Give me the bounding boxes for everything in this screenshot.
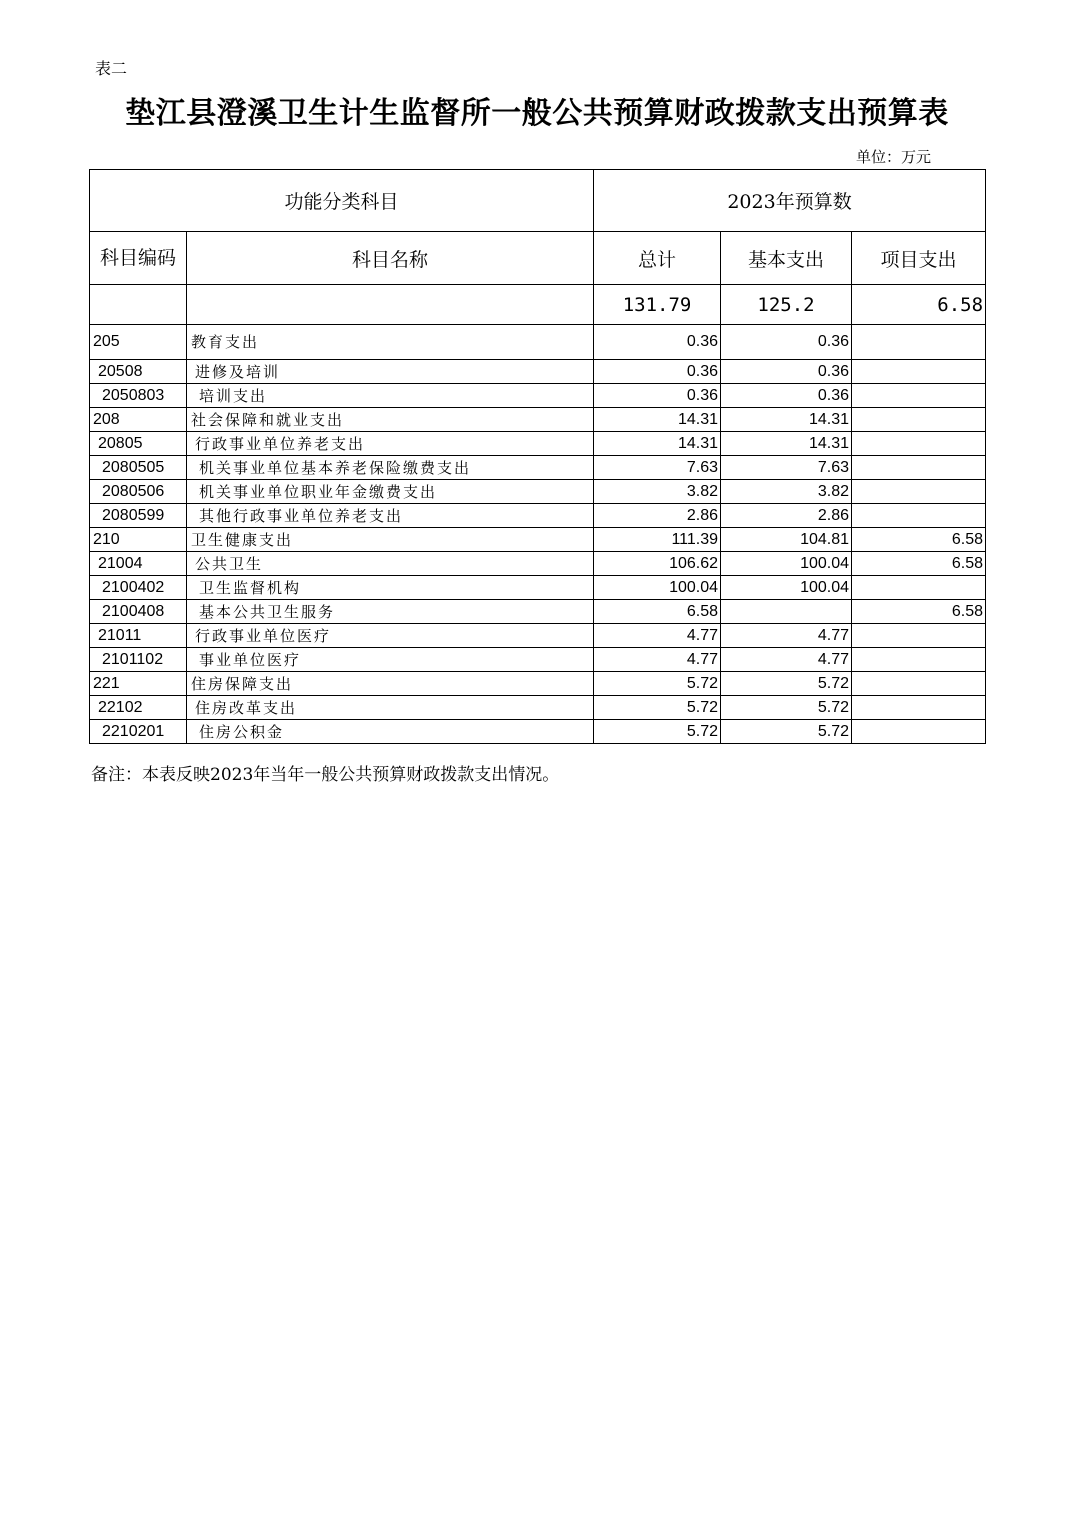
totals-project: 6.58 xyxy=(852,285,986,325)
table-row xyxy=(90,408,986,432)
row-code: 21011 xyxy=(90,624,187,648)
table-row xyxy=(90,624,986,648)
row-total: 14.31 xyxy=(594,432,721,456)
row-basic: 3.82 xyxy=(721,480,852,504)
row-code: 2080599 xyxy=(90,504,187,528)
row-project xyxy=(852,360,986,384)
row-project xyxy=(852,432,986,456)
row-project: 6.58 xyxy=(852,552,986,576)
row-basic: 100.04 xyxy=(721,576,852,600)
row-name: 其他行政事业单位养老支出 xyxy=(187,504,594,528)
totals-code-cell xyxy=(90,285,187,325)
row-total: 106.62 xyxy=(594,552,721,576)
row-basic: 104.81 xyxy=(721,528,852,552)
row-basic: 14.31 xyxy=(721,432,852,456)
row-project xyxy=(852,624,986,648)
row-project xyxy=(852,408,986,432)
row-code: 221 xyxy=(90,672,187,696)
row-name: 进修及培训 xyxy=(187,360,594,384)
row-name: 培训支出 xyxy=(187,384,594,408)
row-total: 0.36 xyxy=(594,384,721,408)
header-func-class: 功能分类科目 xyxy=(90,170,594,232)
row-basic xyxy=(721,600,852,624)
row-basic: 5.72 xyxy=(721,696,852,720)
table-row xyxy=(90,696,986,720)
row-code: 208 xyxy=(90,408,187,432)
row-basic: 0.36 xyxy=(721,384,852,408)
row-total: 0.36 xyxy=(594,360,721,384)
table-row xyxy=(90,325,986,360)
row-project xyxy=(852,696,986,720)
table-row xyxy=(90,456,986,480)
header-row-1 xyxy=(90,170,986,232)
row-basic: 5.72 xyxy=(721,672,852,696)
row-total: 5.72 xyxy=(594,672,721,696)
table-row xyxy=(90,648,986,672)
row-code: 2080505 xyxy=(90,456,187,480)
unit-label: 单位：万元 xyxy=(856,148,932,166)
row-name: 卫生监督机构 xyxy=(187,576,594,600)
doc-label: 表二 xyxy=(95,59,128,78)
row-code: 205 xyxy=(90,325,187,360)
row-basic: 100.04 xyxy=(721,552,852,576)
table-row xyxy=(90,600,986,624)
row-name: 行政事业单位养老支出 xyxy=(187,432,594,456)
row-total: 3.82 xyxy=(594,480,721,504)
table-row xyxy=(90,384,986,408)
row-name: 事业单位医疗 xyxy=(187,648,594,672)
row-project xyxy=(852,648,986,672)
row-basic: 14.31 xyxy=(721,408,852,432)
row-basic: 4.77 xyxy=(721,624,852,648)
row-name: 公共卫生 xyxy=(187,552,594,576)
totals-name-cell xyxy=(187,285,594,325)
row-project xyxy=(852,504,986,528)
table-row xyxy=(90,528,986,552)
row-basic: 7.63 xyxy=(721,456,852,480)
row-code: 21004 xyxy=(90,552,187,576)
row-basic: 5.72 xyxy=(721,720,852,744)
header-total: 总计 xyxy=(594,232,721,285)
table-row xyxy=(90,360,986,384)
row-name: 基本公共卫生服务 xyxy=(187,600,594,624)
header-code: 科目编码 xyxy=(90,232,187,285)
row-name: 住房保障支出 xyxy=(187,672,594,696)
row-project xyxy=(852,480,986,504)
header-row-2 xyxy=(90,232,986,285)
row-code: 2210201 xyxy=(90,720,187,744)
row-name: 行政事业单位医疗 xyxy=(187,624,594,648)
row-code: 2100408 xyxy=(90,600,187,624)
row-project xyxy=(852,384,986,408)
row-name: 卫生健康支出 xyxy=(187,528,594,552)
row-total: 2.86 xyxy=(594,504,721,528)
row-code: 2100402 xyxy=(90,576,187,600)
table-row xyxy=(90,576,986,600)
row-project xyxy=(852,576,986,600)
header-name: 科目名称 xyxy=(187,232,594,285)
row-name: 机关事业单位基本养老保险缴费支出 xyxy=(187,456,594,480)
row-basic: 4.77 xyxy=(721,648,852,672)
row-total: 5.72 xyxy=(594,696,721,720)
row-code: 22102 xyxy=(90,696,187,720)
header-budget-year: 2023年预算数 xyxy=(594,170,986,232)
row-code: 2101102 xyxy=(90,648,187,672)
table-row xyxy=(90,480,986,504)
row-project xyxy=(852,720,986,744)
row-total: 111.39 xyxy=(594,528,721,552)
header-project: 项目支出 xyxy=(852,232,986,285)
row-total: 14.31 xyxy=(594,408,721,432)
footnote: 备注：本表反映2023年当年一般公共预算财政拨款支出情况。 xyxy=(91,765,560,785)
row-name: 教育支出 xyxy=(187,325,594,360)
table-row xyxy=(90,720,986,744)
row-name: 住房公积金 xyxy=(187,720,594,744)
row-name: 社会保障和就业支出 xyxy=(187,408,594,432)
row-name: 机关事业单位职业年金缴费支出 xyxy=(187,480,594,504)
row-code: 20805 xyxy=(90,432,187,456)
row-total: 4.77 xyxy=(594,624,721,648)
row-code: 2050803 xyxy=(90,384,187,408)
row-project xyxy=(852,456,986,480)
table-row xyxy=(90,432,986,456)
budget-table xyxy=(89,169,986,744)
totals-row xyxy=(90,285,986,325)
row-total: 4.77 xyxy=(594,648,721,672)
table-row xyxy=(90,504,986,528)
row-total: 7.63 xyxy=(594,456,721,480)
table-row xyxy=(90,672,986,696)
row-code: 20508 xyxy=(90,360,187,384)
row-basic: 0.36 xyxy=(721,360,852,384)
header-basic: 基本支出 xyxy=(721,232,852,285)
row-total: 5.72 xyxy=(594,720,721,744)
row-total: 6.58 xyxy=(594,600,721,624)
totals-total: 131.79 xyxy=(594,285,721,325)
row-code: 210 xyxy=(90,528,187,552)
row-total: 100.04 xyxy=(594,576,721,600)
totals-basic: 125.2 xyxy=(721,285,852,325)
table-row xyxy=(90,552,986,576)
row-code: 2080506 xyxy=(90,480,187,504)
row-basic: 2.86 xyxy=(721,504,852,528)
row-basic: 0.36 xyxy=(721,325,852,360)
row-project xyxy=(852,325,986,360)
row-name: 住房改革支出 xyxy=(187,696,594,720)
page-title: 垫江县澄溪卫生计生监督所一般公共预算财政拨款支出预算表 xyxy=(125,96,949,131)
row-project: 6.58 xyxy=(852,600,986,624)
row-project xyxy=(852,672,986,696)
row-total: 0.36 xyxy=(594,325,721,360)
row-project: 6.58 xyxy=(852,528,986,552)
